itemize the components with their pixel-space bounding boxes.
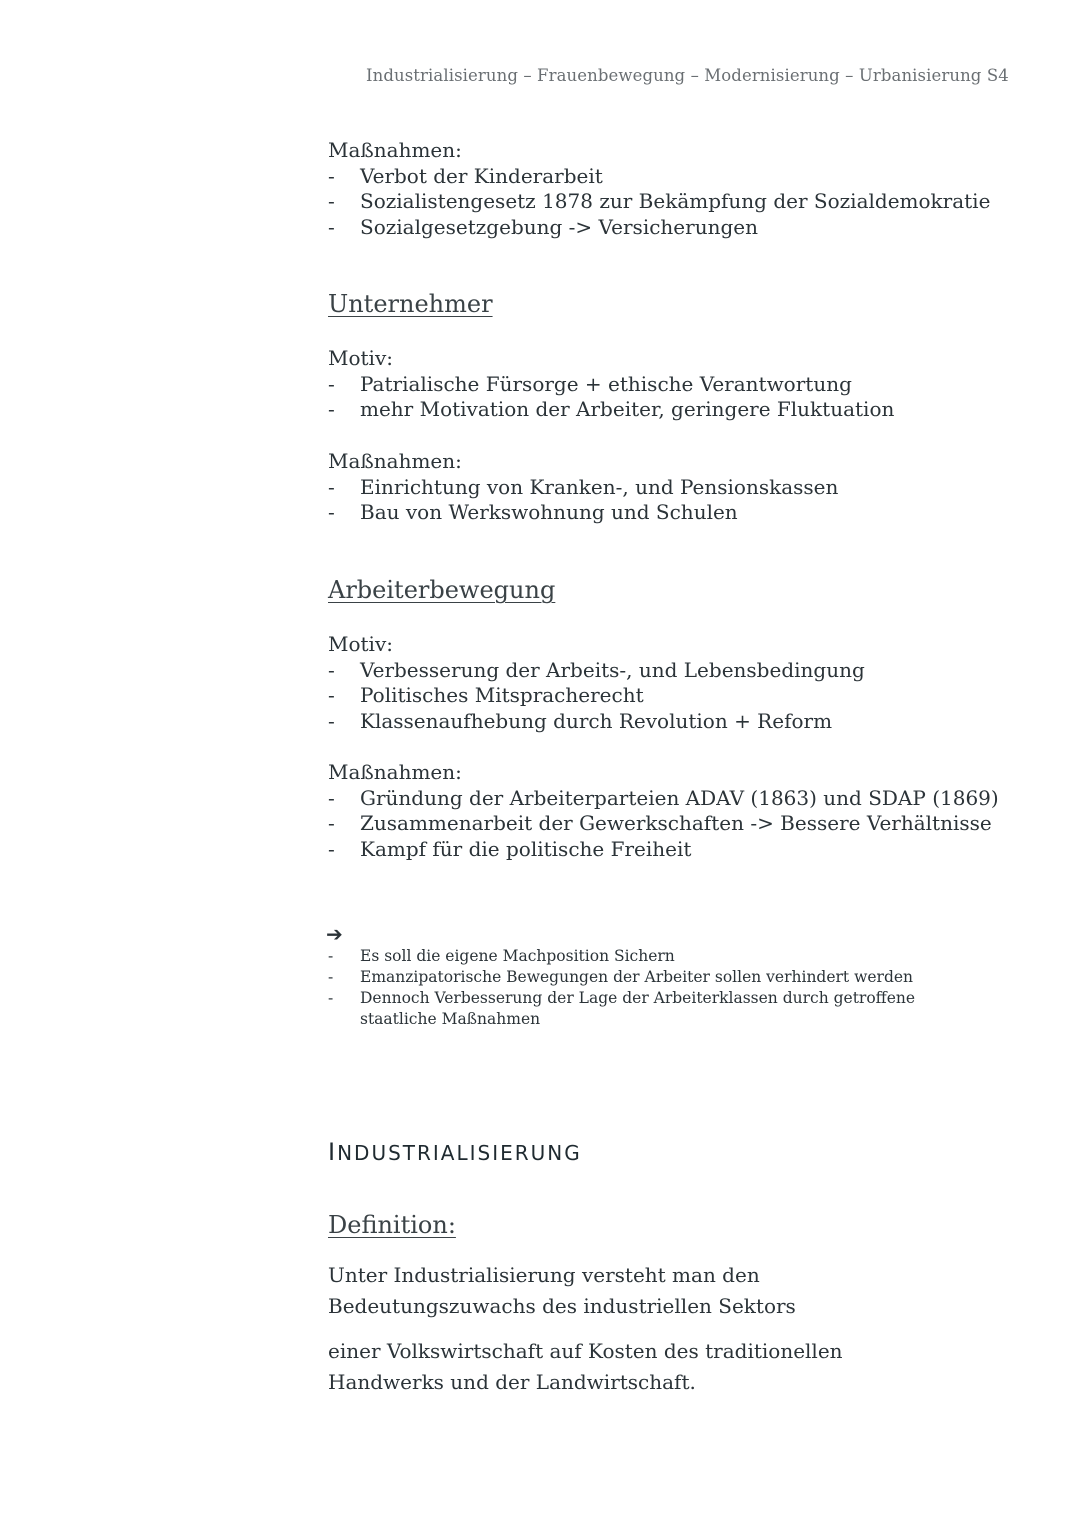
massnahmen-label: Maßnahmen: xyxy=(328,760,462,784)
motiv-label: Motiv: xyxy=(328,346,393,370)
arbeiterbewegung-motiv xyxy=(328,632,865,735)
heading-unternehmer: Unternehmer xyxy=(328,290,493,318)
list-item: - Bau von Werkswohnung und Schulen xyxy=(328,500,738,525)
definition-paragraph-2: einer Volkswirtschaft auf Kosten des traditionellen Handwerks und der Landwirtschaft. xyxy=(328,1339,843,1394)
unternehmer-massnahmen xyxy=(328,449,838,526)
list-item: - Politisches Mitspracherecht xyxy=(328,683,644,708)
staat-massnahmen xyxy=(328,138,990,241)
massnahmen-label: Maßnahmen: xyxy=(328,138,462,162)
list-item: - Kampf für die politische Freiheit xyxy=(328,837,692,862)
motiv-label: Motiv: xyxy=(328,632,393,656)
list-item: - Gründung der Arbeiterparteien ADAV (1863) und SDAP (1869) xyxy=(328,785,999,810)
heading-arbeiterbewegung: Arbeiterbewegung xyxy=(328,576,556,604)
list-item: - Zusammenarbeit der Gewerkschaften -> Bessere Verhältnisse xyxy=(328,811,992,836)
unternehmer-motiv xyxy=(328,346,894,423)
arrow-icon: ➔ xyxy=(326,922,343,946)
list-item: - mehr Motivation der Arbeiter, geringere Fluktuation xyxy=(328,397,895,422)
list-item: - Sozialistengesetz 1878 zur Bekämpfung der Sozialdemokratie xyxy=(328,189,991,214)
list-item: - Verbot der Kinderarbeit xyxy=(328,163,603,188)
list-item: - Es soll die eigene Machposition Sichern xyxy=(328,947,675,965)
list-item: - Sozialgesetzgebung -> Versicherungen xyxy=(328,215,758,240)
massnahmen-label: Maßnahmen: xyxy=(328,449,462,473)
arbeiterbewegung-massnahmen xyxy=(328,760,999,863)
heading-definition: Definition: xyxy=(328,1211,456,1239)
list-item: - Klassenaufhebung durch Revolution + Reform xyxy=(328,709,833,734)
list-item: - Dennoch Verbesserung der Lage der Arbeiterklassen durch getroffene staatliche Maßnahmen xyxy=(328,989,916,1028)
fazit-list xyxy=(328,946,920,1030)
list-item: - Patrialische Fürsorge + ethische Verantwortung xyxy=(328,371,852,396)
page-header: Industrialisierung – Frauenbewegung – Modernisierung – Urbanisierung S4 xyxy=(366,66,1009,85)
section-title-industrialisierung: INDUSTRIALISIERUNG xyxy=(328,1138,582,1166)
definition-paragraph-1: Unter Industrialisierung versteht man den Bedeutungszuwachs des industriellen Sektors xyxy=(328,1263,796,1318)
list-item: - Verbesserung der Arbeits-, und Lebensbedingung xyxy=(328,657,865,682)
list-item: - Einrichtung von Kranken-, und Pensionskassen xyxy=(328,474,839,499)
list-item: - Emanzipatorische Bewegungen der Arbeiter sollen verhindert werden xyxy=(328,968,914,986)
